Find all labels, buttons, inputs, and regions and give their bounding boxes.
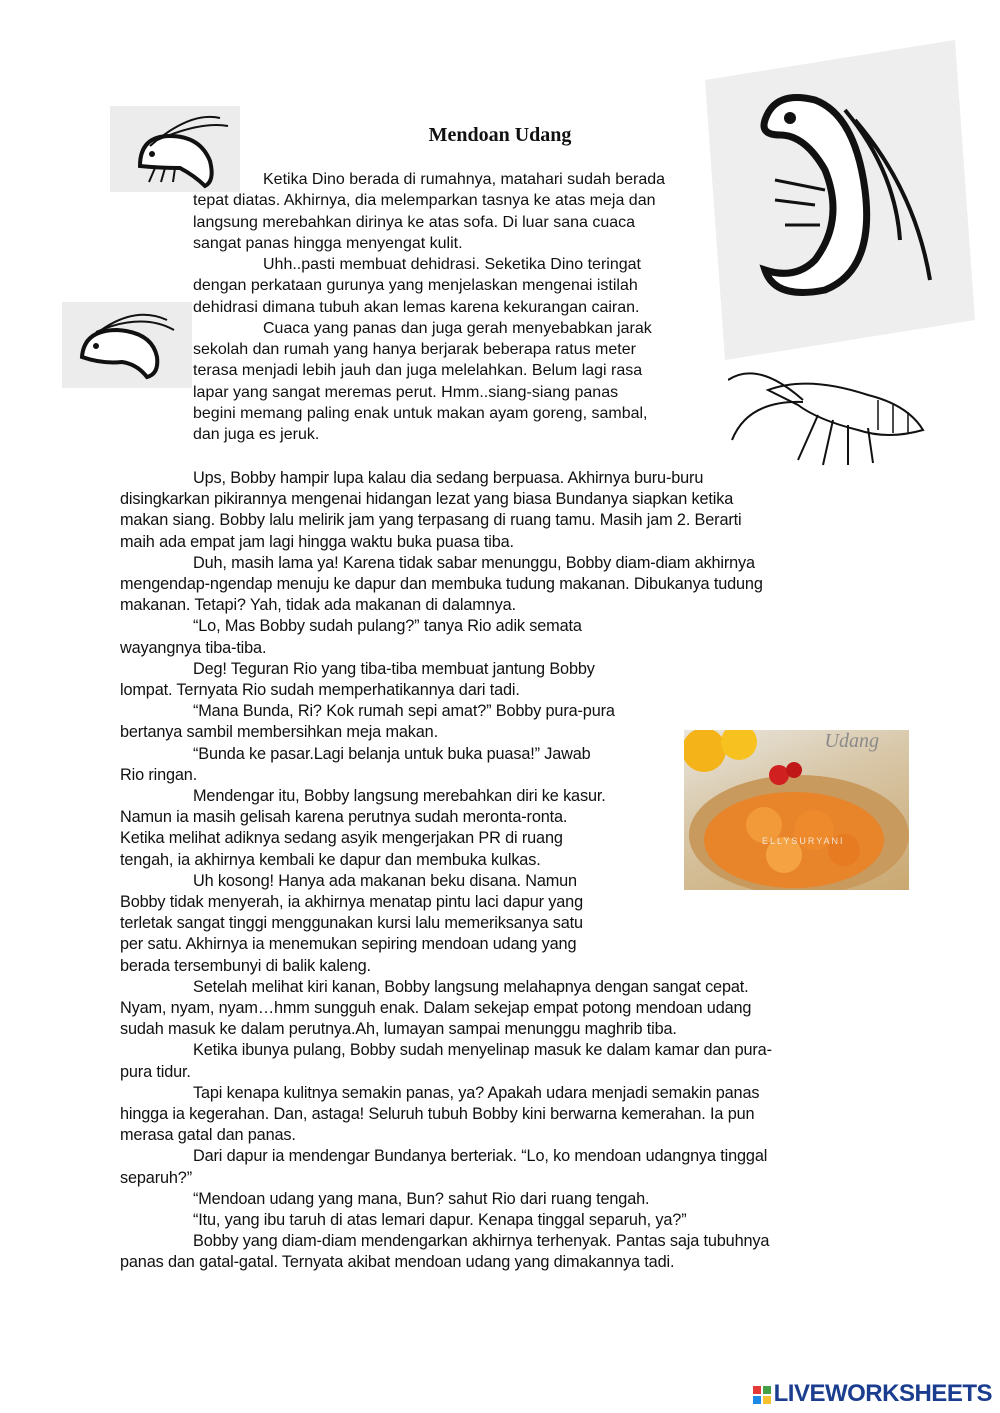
page-title: Mendoan Udang	[428, 124, 572, 146]
text-line: Namun ia masih gelisah karena perutnya sudah meronta-ronta.	[120, 808, 568, 827]
text-line: “Mendoan udang yang mana, Bun? sahut Rio dari ruang tengah.	[193, 1189, 650, 1208]
text-line: sangat panas hingga menyengat kulit.	[193, 234, 463, 252]
text-line: maih ada empat jam lagi hingga waktu buka puasa tiba.	[120, 532, 514, 551]
text-line: Duh, masih lama ya! Karena tidak sabar menunggu, Bobby diam-diam akhirnya	[193, 553, 755, 572]
shrimp-icon	[728, 360, 930, 468]
text-line: “Bunda ke pasar.Lagi belanja untuk buka puasa!” Jawab	[193, 744, 591, 763]
photo-caption: Udang	[824, 730, 879, 752]
text-line: hingga ia kegerahan. Dan, astaga! Seluruh tubuh Bobby kini berwarna kemerahan. Ia pun	[120, 1105, 755, 1123]
text-line: Uhh..pasti membuat dehidrasi. Seketika Dino teringat	[263, 256, 641, 273]
text-line: Cuaca yang panas dan juga gerah menyebabkan jarak	[263, 319, 652, 337]
text-line: dengan perkataan gurunya yang menjelaskan mengenai istilah	[193, 277, 638, 295]
text-line: langsung merebahkan dirinya ke atas sofa. Di luar sana cuaca	[193, 213, 636, 231]
text-line: Bobby tidak menyerah, ia akhirnya menatap pintu laci dapur yang	[120, 893, 583, 911]
text-line: Setelah melihat kiri kanan, Bobby langsung melahapnya dengan sangat cepat.	[193, 977, 749, 996]
text-line: per satu. Akhirnya ia menemukan sepiring mendoan udang yang	[120, 935, 577, 954]
text-line: merasa gatal dan panas.	[120, 1126, 296, 1145]
text-line: lompat. Ternyata Rio sudah memperhatikannya dari tadi.	[120, 681, 520, 699]
text-line: panas dan gatal-gatal. Ternyata akibat mendoan udang yang dimakannya tadi.	[120, 1253, 675, 1272]
text-line: begini memang paling enak untuk makan ayam goreng, sambal,	[193, 404, 648, 422]
text-line: separuh?”	[120, 1168, 192, 1187]
text-line: Mendengar itu, Bobby langsung merebahkan diri ke kasur.	[193, 787, 606, 805]
text-line: dehidrasi dimana tubuh akan lemas karena kekurangan cairan.	[193, 298, 640, 316]
text-line: terletak sangat tinggi menggunakan kursi lalu memeriksanya satu	[120, 914, 583, 933]
text-line: Ketika Dino berada di rumahnya, matahari sudah berada	[263, 171, 666, 188]
shrimp-icon	[110, 106, 240, 192]
text-line: makanan. Tetapi? Yah, tidak ada makanan di dalamnya.	[120, 596, 516, 615]
text-line: dan juga es jeruk.	[193, 426, 320, 443]
mendoan-udang-photo	[684, 730, 909, 890]
text-line: wayangnya tiba-tiba.	[120, 638, 267, 657]
liveworksheets-logo[interactable]	[752, 1380, 992, 1408]
text-line: pura tidur.	[120, 1062, 191, 1081]
large-shrimp-icon	[705, 40, 975, 360]
text-line: Rio ringan.	[120, 765, 198, 784]
logo-text: LIVEWORKSHEETS	[773, 1380, 992, 1407]
text-line: mengendap-ngendap menuju ke dapur dan membuka tudung makanan. Dibukanya tudung	[120, 575, 763, 593]
text-line: Ketika melihat adiknya sedang asyik mengerjakan PR di ruang	[120, 829, 563, 848]
photo-watermark: ELLYSURYANI	[762, 836, 845, 846]
text-line: sudah masuk ke dalam perutnya.Ah, lumayan sampai menunggu maghrib tiba.	[120, 1020, 677, 1039]
text-line: Dari dapur ia mendengar Bundanya berteriak. “Lo, ko mendoan udangnya tinggal	[193, 1147, 768, 1166]
text-line: Bobby yang diam-diam mendengarkan akhirnya terhenyak. Pantas saja tubuhnya	[193, 1232, 770, 1251]
text-line: Deg! Teguran Rio yang tiba-tiba membuat jantung Bobby	[193, 659, 595, 678]
text-line: bertanya sambil membersihkan meja makan.	[120, 723, 438, 742]
text-line: tengah, ia akhirnya kembali ke dapur dan membuka kulkas.	[120, 850, 541, 869]
text-line: Nyam, nyam, nyam…hmm sungguh enak. Dalam sekejap empat potong mendoan udang	[120, 999, 752, 1017]
text-line: Uh kosong! Hanya ada makanan beku disana. Namun	[193, 871, 577, 890]
text-line: berada tersembunyi di balik kaleng.	[120, 956, 371, 975]
text-line: makan siang. Bobby lalu melirik jam yang terpasang di ruang tamu. Masih jam 2. Berarti	[120, 511, 742, 530]
text-line: Ups, Bobby hampir lupa kalau dia sedang berpuasa. Akhirnya buru-buru	[193, 469, 704, 487]
text-line: terasa menjadi lebih jauh dan juga melelahkan. Belum lagi rasa	[193, 362, 643, 380]
text-line: “Itu, yang ibu taruh di atas lemari dapur. Kenapa tinggal separuh, ya?”	[193, 1211, 687, 1229]
text-line: “Mana Bunda, Ri? Kok rumah sepi amat?” Bobby pura-pura	[193, 702, 615, 721]
text-line: Tapi kenapa kulitnya semakin panas, ya? Apakah udara menjadi semakin panas	[193, 1083, 760, 1102]
text-line: Ketika ibunya pulang, Bobby sudah menyelinap masuk ke dalam kamar dan pura-	[193, 1041, 772, 1060]
text-line: lapar yang sangat meremas perut. Hmm..siang-siang panas	[193, 383, 619, 401]
shrimp-icon	[62, 302, 192, 388]
text-line: “Lo, Mas Bobby sudah pulang?” tanya Rio adik semata	[193, 617, 582, 636]
text-line: disingkarkan pikirannya mengenai hidangan lezat yang biasa Bundanya siapkan ketika	[120, 490, 734, 509]
text-line: tepat diatas. Akhirnya, dia melemparkan tasnya ke atas meja dan	[193, 192, 656, 210]
text-line: sekolah dan rumah yang hanya berjarak beberapa ratus meter	[193, 341, 636, 358]
